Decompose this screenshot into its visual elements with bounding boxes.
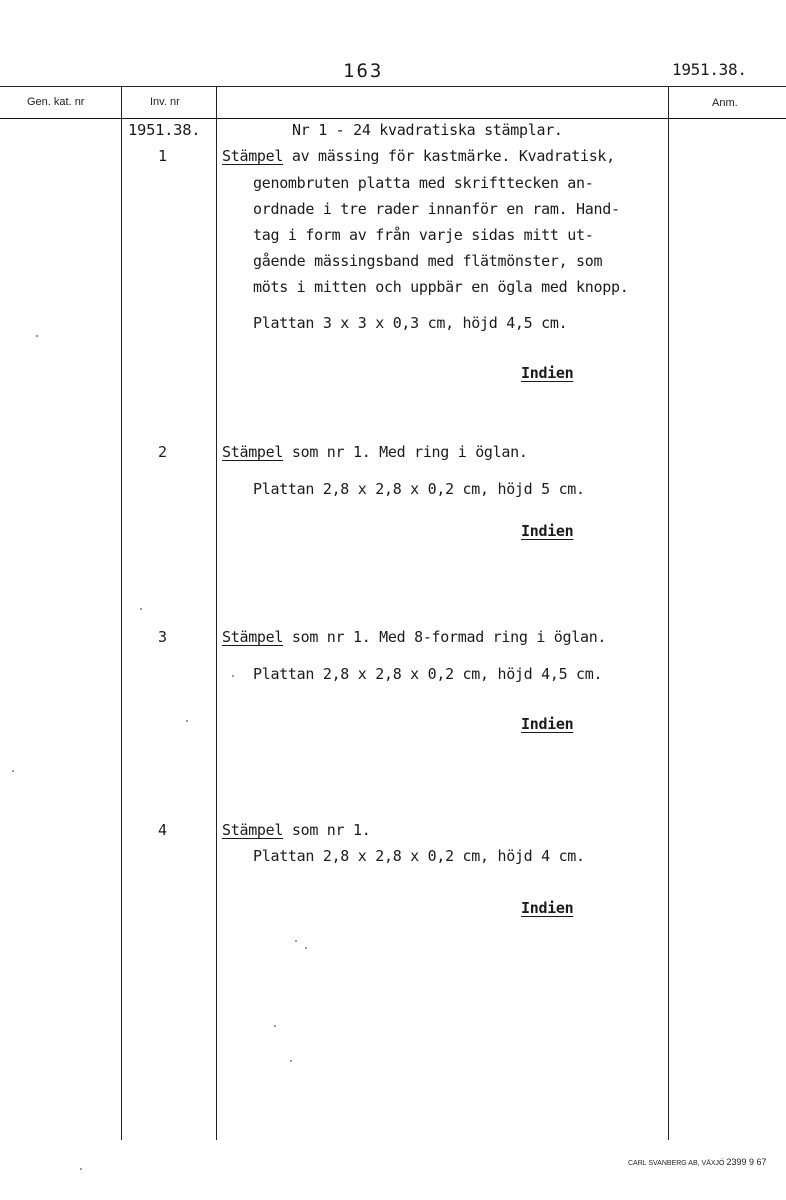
entry-1-line-4: tag i form av från varje sidas mitt ut- (253, 226, 594, 244)
entry-4-dimensions: Plattan 2,8 x 2,8 x 0,2 cm, höjd 4 cm. (253, 847, 585, 865)
column-rule-3 (668, 87, 669, 1140)
scan-speck (295, 940, 297, 942)
entry-3-term: Stämpel (222, 628, 284, 646)
catalog-reference: 1951.38. (672, 60, 747, 79)
scan-speck (232, 675, 234, 677)
entry-1-first-line-rest: av mässing för kastmärke. Kvadratisk, (283, 147, 615, 165)
entry-2-term: Stämpel (222, 443, 284, 461)
column-header-anm: Anm. (712, 97, 738, 109)
entry-3-inv: 3 (158, 628, 167, 646)
scan-speck (274, 1025, 276, 1027)
scan-speck (186, 720, 188, 722)
column-header-inv: Inv. nr (150, 96, 180, 108)
entry-2-first-line-rest: som nr 1. Med ring i öglan. (283, 443, 528, 461)
page-number: 163 (343, 60, 384, 82)
entry-2-inv: 2 (158, 443, 167, 461)
entry-1-first-line (222, 147, 615, 165)
entry-4-first-line (222, 821, 370, 839)
scan-speck (36, 335, 38, 337)
entry-4-term: Stämpel (222, 821, 284, 839)
column-rule-1 (121, 87, 122, 1140)
entry-1-dimensions: Plattan 3 x 3 x 0,3 cm, höjd 4,5 cm. (253, 314, 568, 332)
printer-imprint (628, 1157, 766, 1167)
heading-inv-number: 1951.38. (128, 121, 201, 139)
entry-3-first-line (222, 628, 606, 646)
printer-name: CARL SVANBERG AB, VÄXJÖ (628, 1160, 725, 1167)
entry-1-line-5: gående mässingsband med flätmönster, som (253, 252, 603, 270)
scan-speck (80, 1168, 82, 1170)
entry-4-origin: Indien (521, 899, 574, 917)
column-rule-2 (216, 87, 217, 1140)
scan-speck (290, 1060, 292, 1062)
entry-3-dimensions: Plattan 2,8 x 2,8 x 0,2 cm, höjd 4,5 cm. (253, 665, 603, 683)
entry-2-first-line (222, 443, 528, 461)
entry-1-line-3: ordnade i tre rader innanför en ram. Hand- (253, 200, 620, 218)
entry-1-line-6: möts i mitten och uppbär en ögla med knopp. (253, 278, 629, 296)
entry-1-line-2: genombruten platta med skrifttecken an- (253, 174, 594, 192)
entry-1-origin: Indien (521, 364, 574, 382)
entry-3-origin: Indien (521, 715, 574, 733)
entry-2-dimensions: Plattan 2,8 x 2,8 x 0,2 cm, höjd 5 cm. (253, 480, 585, 498)
entry-1-term: Stämpel (222, 147, 284, 165)
entry-3-first-line-rest: som nr 1. Med 8-formad ring i öglan. (283, 628, 607, 646)
column-header-gen-kat: Gen. kat. nr (27, 96, 85, 108)
entry-2-origin: Indien (521, 522, 574, 540)
entry-4-first-line-rest: som nr 1. (283, 821, 371, 839)
entry-4-inv: 4 (158, 821, 167, 839)
scan-speck (12, 770, 14, 772)
scan-speck (140, 608, 142, 610)
printer-code: 2399 9 67 (726, 1157, 767, 1167)
heading-title: Nr 1 - 24 kvadratiska stämplar. (292, 121, 563, 139)
entry-1-inv: 1 (158, 147, 167, 165)
scan-speck (305, 947, 307, 949)
